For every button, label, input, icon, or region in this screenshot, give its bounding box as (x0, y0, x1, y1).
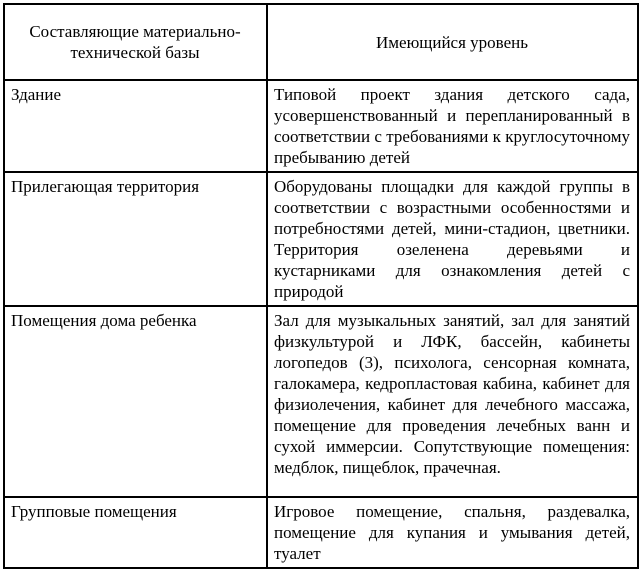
level-group-rooms: Игровое помещение, спальня, раздевалка, помещение для купания и умывания детей, туалет (267, 497, 638, 568)
component-building: Здание (4, 80, 267, 172)
component-premises: Помещения дома ребенка (4, 306, 267, 497)
level-building: Типовой проект здания детского сада, усовершенствованный и перепланированный в соответствии с требованиями к круглосуточному пребыванию детей (267, 80, 638, 172)
table-row (4, 80, 638, 172)
header-row (4, 4, 638, 80)
table-row (4, 306, 638, 497)
header-level: Имеющийся уровень (267, 4, 638, 80)
table-body (4, 80, 638, 568)
table-row (4, 497, 638, 568)
level-premises: Зал для музыкальных занятий, зал для занятий физкультурой и ЛФК, бассейн, кабинеты логопедов (3), психолога, сенсорная комната, галокамера, кедропластовая кабина, кабинет для физиолечения, кабинет для лечебного массажа, помещение для проведения лечебных ванн и сухой иммерсии. Сопутствующие помещения: медблок, пищеблок, прачечная. (267, 306, 638, 497)
level-territory: Оборудованы площадки для каждой группы в соответствии с возрастными особенностями и потребностями детей, мини-стадион, цветники. Территория озеленена деревьями и кустарниками для ознакомления детей с природой (267, 172, 638, 306)
component-territory: Прилегающая территория (4, 172, 267, 306)
header-components: Составляющие материально-технической базы (4, 4, 267, 80)
component-group-rooms: Групповые помещения (4, 497, 267, 568)
material-base-table (3, 3, 639, 569)
table-row (4, 172, 638, 306)
table-header (4, 4, 638, 80)
